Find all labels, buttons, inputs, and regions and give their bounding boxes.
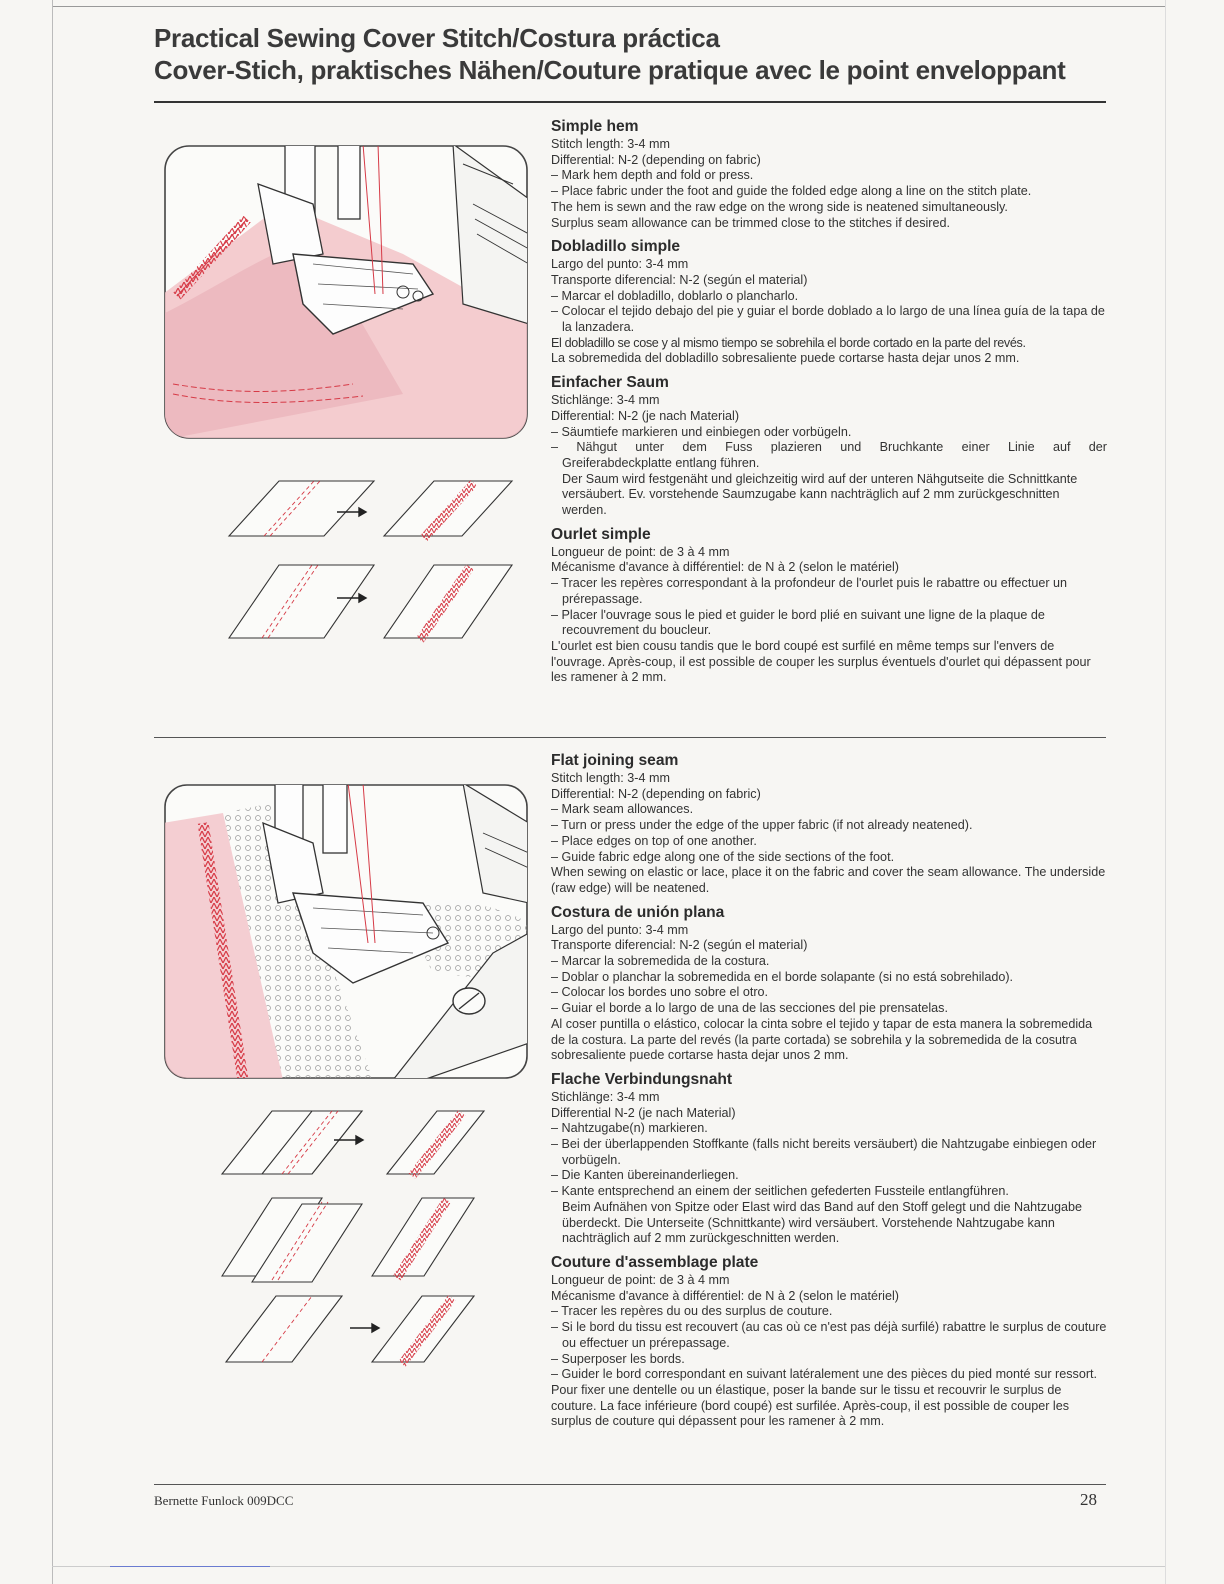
text-line: Stitch length: 3-4 mm (551, 771, 670, 785)
text-line: Differential: N-2 (depending on fabric) (551, 152, 761, 167)
simple-hem-de (551, 373, 1107, 519)
heading-costura-union-plana: Costura de unión plana (551, 903, 725, 921)
text-paragraph: L'ourlet est bien cousu tandis que le bord coupé est surfilé en même temps sur l'envers de l'ouvrage. Après-coup, il est possible de couper les surplus éventuels d'ourlet qui dépassent pour les ramener à 2 mm. (551, 638, 1091, 685)
simple-hem-illustration (163, 144, 529, 440)
text-paragraph: When sewing on elastic or lace, place it on the fabric and cover the seam allowance. The underside (raw edge) will be neatened. (551, 865, 1106, 895)
text-paragraph: Der Saum wird festgenäht und gleichzeitig wird auf der unteren Nähgutseite die Schnittkante versäubert. Ev. vorstehende Saumzugabe kann nachträglich auf 2 mm zurückgeschnitten werden. (562, 471, 1078, 518)
list-item: – Nahtzugabe(n) markieren. (551, 1121, 708, 1136)
list-item: – Guiar el borde a lo largo de una de las secciones del pie prensatelas. (551, 1001, 948, 1016)
text-line: Transporte diferencial: N-2 (según el material) (551, 938, 808, 953)
list-item: – Nähgut unter dem Fuss plazieren und Bruchkante einer Linie auf der (551, 440, 1107, 455)
list-item: – Kante entsprechend an einem der seitlichen gefederten Fussteile entlangführen. (551, 1184, 1009, 1199)
page-title (154, 22, 1134, 86)
text-line: Largo del punto: 3-4 mm (551, 922, 689, 937)
list-item: – Si le bord du tissu est recouvert (au cas où ce n'est pas déjà surfilé) rabattre le surplus de couture ou effectuer un prérepassage. (551, 1320, 1107, 1350)
text-line: Largo del punto: 3-4 mm (551, 257, 689, 272)
list-item: – Die Kanten übereinanderliegen. (551, 1168, 739, 1183)
heading-flache-verbindungsnaht: Flache Verbindungsnaht (551, 1070, 733, 1088)
heading-dobladillo-simple: Dobladillo simple (551, 238, 681, 256)
page-bottom-mark (110, 1566, 270, 1567)
page-number: 28 (1080, 1490, 1097, 1509)
list-item: – Colocar los bordes uno sobre el otro. (551, 985, 769, 1000)
text-line: The hem is sewn and the raw edge on the wrong side is neatened simultaneously. (551, 199, 1008, 214)
text-line: El dobladillo se cose y al mismo tiempo se sobrehila el borde cortado en la parte del revés. (551, 335, 1026, 350)
list-item: – Guider le bord correspondant en suivant latéralement une des pièces du pied monté sur ressort. (551, 1367, 1098, 1382)
section-flat-joining-seam (551, 751, 1107, 1436)
flat-seam-en (551, 751, 1107, 897)
flat-joining-seam-illustration (163, 783, 529, 1080)
top-rule (52, 6, 1165, 7)
page-edge (52, 0, 53, 1584)
footer-model: Bernette Funlock 009DCC (154, 1493, 294, 1508)
heading-simple-hem: Simple hem (551, 118, 639, 135)
flat-seam-fr (551, 1253, 1107, 1430)
title-line-2: Cover-Stich, praktisches Nähen/Couture pratique avec le point enveloppant (154, 55, 1066, 85)
list-item: – Superposer les bords. (551, 1351, 685, 1366)
list-item: – Mark seam allowances. (551, 802, 694, 817)
text-paragraph: Al coser puntilla o elástico, colocar la cinta sobre el tejido y tapar de esta manera la sobremedida de la costura. La parte del revés (la parte cortada) se sobrehila y la sobremedida de la cosutra sobresaliente puede cortarse hasta dejar unos 2 mm. (551, 1016, 1093, 1063)
section-simple-hem (551, 117, 1107, 692)
text-line: Differential N-2 (je nach Material) (551, 1105, 736, 1120)
list-item: – Placer l'ouvrage sous le pied et guider le bord plié en suivant une ligne de la plaque de recouvrement du boucleur. (551, 607, 1045, 638)
flat-seam-es (551, 903, 1107, 1064)
flat-joining-seam-diagrams (212, 1108, 488, 1372)
text-line: – Place fabric under the foot and guide the folded edge along a line on the stitch plate. (551, 184, 1032, 199)
list-item: – Doblar o planchar la sobremedida en el borde solapante (si no está sobrehilado). (551, 969, 1014, 984)
simple-hem-en (551, 117, 1107, 231)
list-item: – Marcar la sobremedida de la costura. (551, 954, 770, 969)
simple-hem-fr (551, 525, 1107, 686)
text-paragraph: Pour fixer une dentelle ou un élastique, poser la bande sur le tissu et recouvrir le surplus de couture. La face inférieure (bord coupé) est surfilée. Après-coup, il est possible de couper les surplus de couture qui dépassent pour les ramener à 2 mm. (551, 1382, 1070, 1429)
text-line: Mécanisme d'avance à différentiel: de N à 2 (selon le matériel) (551, 1288, 899, 1303)
list-item: – Tracer les repères correspondant à la profondeur de l'ourlet puis le rabattre ou effectuer un prérepassage. (551, 576, 1068, 606)
footer-divider (154, 1484, 1106, 1485)
section-divider (154, 737, 1106, 738)
text-line: – Mark hem depth and fold or press. (551, 168, 754, 183)
list-item: Greiferabdeckplatte entlang führen. (562, 455, 760, 470)
text-line: Stitch length: 3-4 mm (551, 137, 670, 151)
title-line-1: Practical Sewing Cover Stitch/Costura práctica (154, 23, 720, 53)
page-edge (1165, 0, 1166, 1584)
text-line: La sobremedida del dobladillo sobresaliente puede cortarse hasta dejar unos 2 mm. (551, 351, 1020, 366)
list-item: – Guide fabric edge along one of the side sections of the foot. (551, 849, 895, 864)
text-line: Mécanisme d'avance à différentiel: de N à 2 (selon le matériel) (551, 560, 899, 575)
text-line: Differential: N-2 (je nach Material) (551, 408, 740, 423)
text-line: Stichlänge: 3-4 mm (551, 393, 660, 408)
list-item: – Säumtiefe markieren und einbiegen oder vorbügeln. (551, 424, 852, 439)
heading-couture-assemblage-plate: Couture d'assemblage plate (551, 1253, 759, 1271)
flat-seam-de (551, 1070, 1107, 1247)
list-item: – Bei der überlappenden Stoffkante (falls nicht bereits versäubert) die Nahtzugabe einbiegen oder vorbügeln. (551, 1137, 1097, 1167)
title-divider (154, 101, 1106, 103)
simple-hem-diagrams (224, 478, 516, 656)
text-line: Surplus seam allowance can be trimmed close to the stitches if desired. (551, 215, 950, 230)
heading-einfacher-saum: Einfacher Saum (551, 374, 669, 392)
list-item: – Place edges on top of one another. (551, 833, 757, 848)
heading-flat-joining-seam: Flat joining seam (551, 752, 679, 769)
list-item: – Colocar el tejido debajo del pie y guiar el borde doblado a lo largo de una línea guía de la tapa de la lanzadera. (551, 304, 1105, 335)
text-line: Longueur de point: de 3 à 4 mm (551, 544, 730, 559)
list-item: – Tracer les repères du ou des surplus de couture. (551, 1304, 833, 1319)
list-item: – Turn or press under the edge of the upper fabric (if not already neatened). (551, 818, 973, 833)
text-line: Stichlänge: 3-4 mm (551, 1089, 660, 1104)
text-line: Transporte diferencial: N-2 (según el material) (551, 272, 808, 287)
text-line: Differential: N-2 (depending on fabric) (551, 786, 761, 801)
simple-hem-es (551, 237, 1107, 367)
heading-ourlet-simple: Ourlet simple (551, 525, 651, 543)
text-line: Longueur de point: de 3 à 4 mm (551, 1272, 730, 1287)
text-paragraph: Beim Aufnähen von Spitze oder Elast wird das Band auf den Stoff gelegt und die Nahtzugabe überdeckt. Die Unterseite (Schnittkante) wird versäubert. Vorstehende Nahtzugabe kann nachträglich auf 2 mm zurückgeschnitten werden. (562, 1199, 1082, 1246)
list-item: – Marcar el dobladillo, doblarlo o plancharlo. (551, 288, 799, 303)
